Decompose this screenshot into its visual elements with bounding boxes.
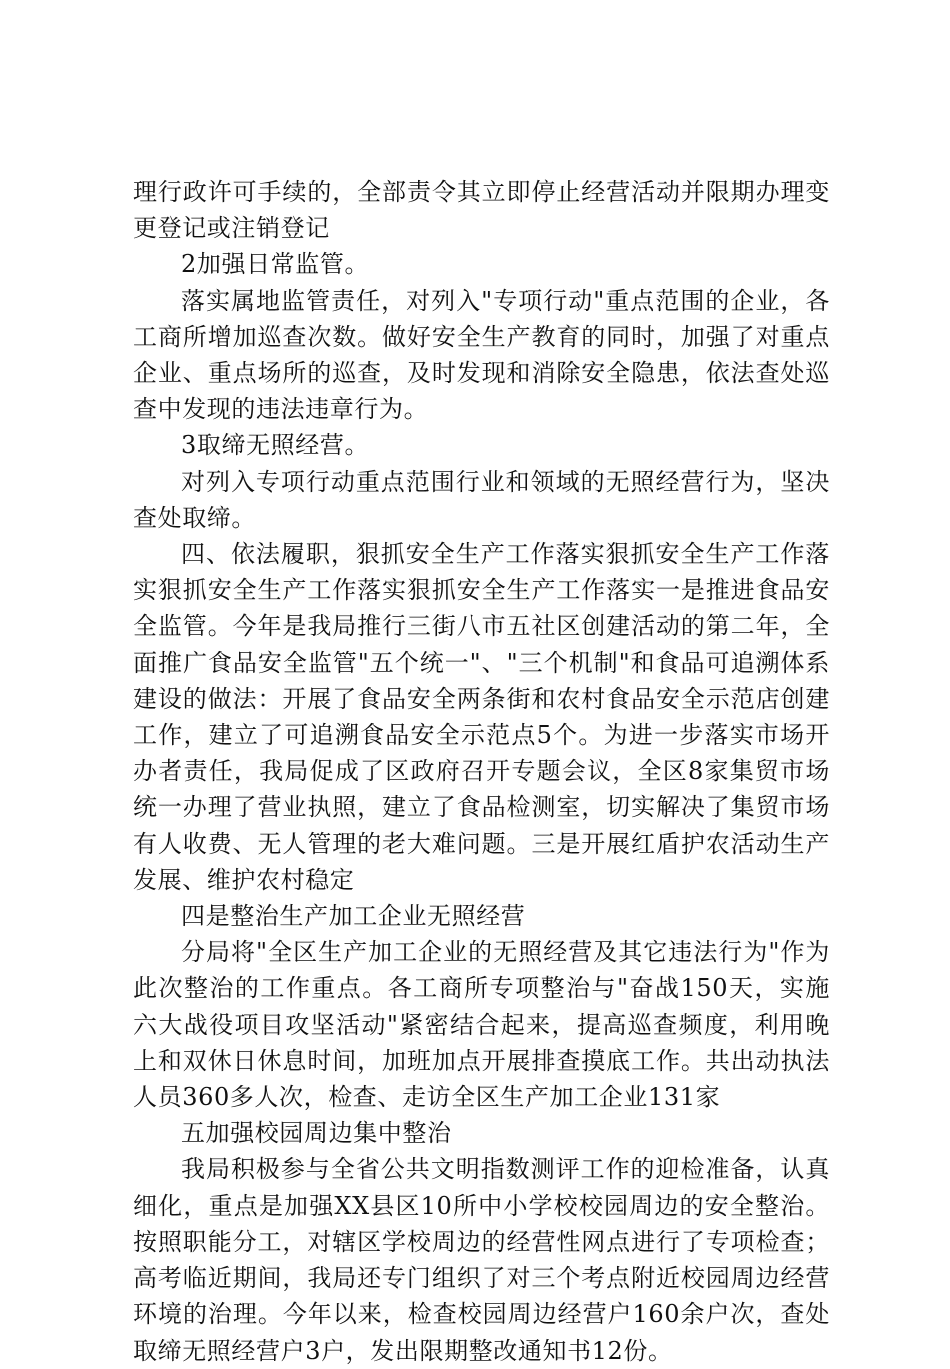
paragraph-processing-enterprises: 分局将"全区生产加工企业的无照经营及其它违法行为"作为此次整治的工作重点。各工商所专项整治与"奋战150天，实施六大战役项目攻坚活动"紧密结合起来，提高巡查频度，利用晚上和双休日休息时间，加班加点开展排查摸底工作。共出动执法人员360多人次，检查、走访全区生产加工企业131家 — [133, 938, 830, 1112]
paragraph-campus-surroundings: 我局积极参与全省公共文明指数测评工作的迎检准备，认真细化，重点是加强XX县区10所中小学校校园周边的安全整治。按照职能分工，对辖区学校周边的经营性网点进行了专项检查；高考临近期间，我局还专门组织了对三个考点附近校园周边经营环境的治理。今年以来，检查校园周边经营户160余户次，查处取缔无照经营户3户，发出限期整改通知书12份。 — [133, 1155, 830, 1365]
document-body — [133, 174, 830, 1369]
heading-ban-unlicensed: 3取缔无照经营。 — [181, 431, 370, 460]
heading-daily-supervision: 2加强日常监管。 — [181, 250, 370, 279]
paragraph-ban-unlicensed: 对列入专项行动重点范围行业和领域的无照经营行为，坚决查处取缔。 — [133, 467, 830, 532]
paragraph-supervision-duty: 落实属地监管责任，对列入"专项行动"重点范围的企业，各工商所增加巡查次数。做好安全生产教育的同时，加强了对重点企业、重点场所的巡查，及时发现和消除安全隐患，依法查处巡查中发现的违法违章行为。 — [133, 286, 830, 424]
heading-processing-enterprises: 四是整治生产加工企业无照经营 — [181, 902, 526, 931]
paragraph-continuation: 理行政许可手续的，全部责令其立即停止经营活动并限期办理变更登记或注销登记 — [133, 178, 830, 243]
heading-campus-surroundings: 五加强校园周边集中整治 — [181, 1119, 452, 1148]
paragraph-safety-production: 四、依法履职，狠抓安全生产工作落实狠抓安全生产工作落实狠抓安全生产工作落实狠抓安全生产工作落实一是推进食品安全监管。今年是我局推行三街八市五社区创建活动的第二年，全面推广食品安全监管"五个统一"、"三个机制"和食品可追溯体系建设的做法：开展了食品安全两条街和农村食品安全示范店创建工作，建立了可追溯食品安全示范点5个。为进一步落实市场开办者责任，我局促成了区政府召开专题会议，全区8家集贸市场统一办理了营业执照，建立了食品检测室，切实解决了集贸市场有人收费、无人管理的老大难问题。三是开展红盾护农活动生产发展、维护农村稳定 — [133, 540, 830, 894]
